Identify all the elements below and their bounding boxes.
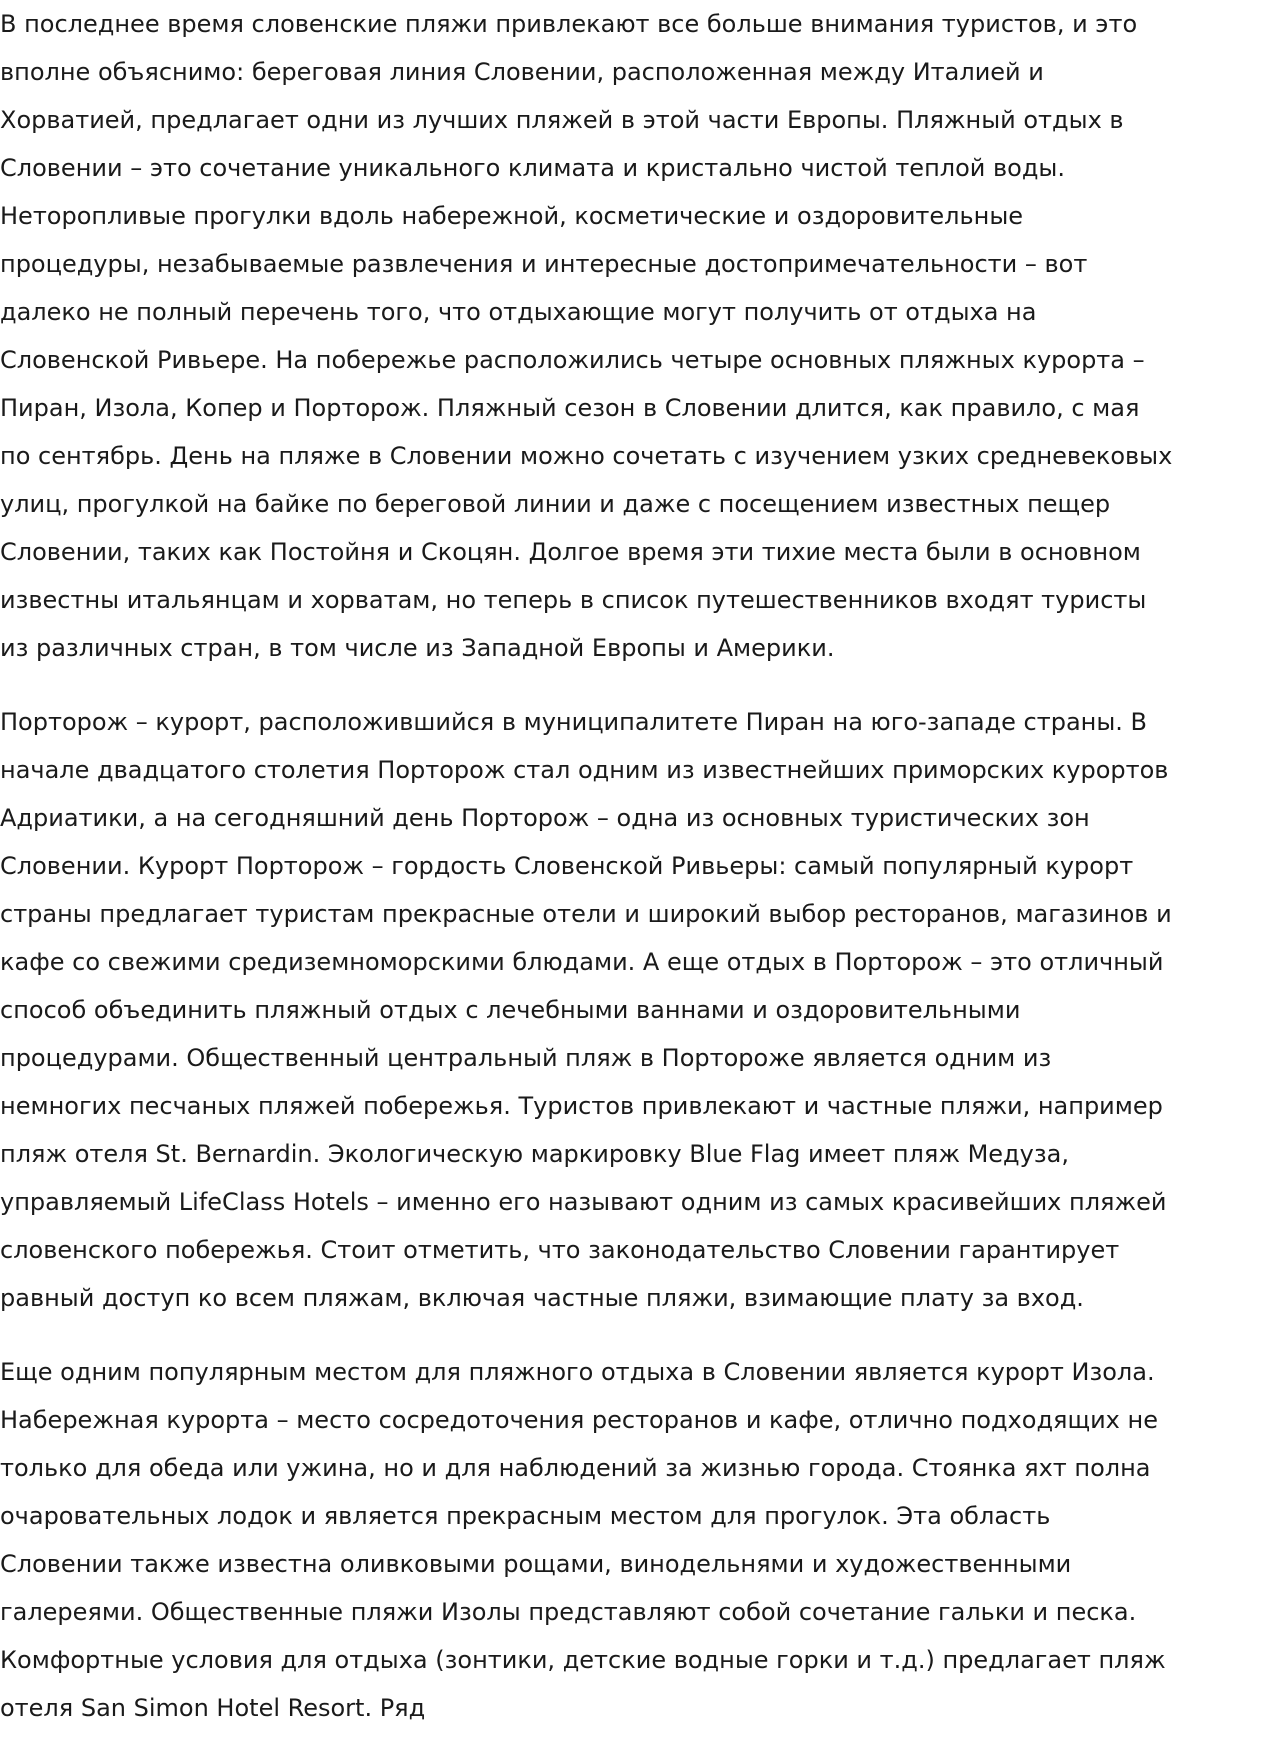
text-line: Неторопливые прогулки вдоль набережной, косметические и оздоровительные xyxy=(0,202,1024,230)
text-line: галереями. Общественные пляжи Изолы представляют собой сочетание гальки и песка. xyxy=(0,1598,1137,1626)
text-line: Хорватией, предлагает одни из лучших пляжей в этой части Европы. Пляжный отдых в xyxy=(0,106,1124,134)
text-line: Словении также известна оливковыми рощами, винодельнями и художественными xyxy=(0,1550,1072,1578)
text-line: Словенской Ривьере. На побережье расположились четыре основных пляжных курорта – xyxy=(0,346,1145,374)
text-line: страны предлагает туристам прекрасные отели и широкий выбор ресторанов, магазинов и xyxy=(0,900,1172,928)
text-line: улиц, прогулкой на байке по береговой линии и даже с посещением известных пещер xyxy=(0,490,1111,518)
text-line: Адриатики, а на сегодняшний день Порторож – одна из основных туристических зон xyxy=(0,804,1090,832)
text-line: Набережная курорта – место сосредоточения ресторанов и кафе, отлично подходящих не xyxy=(0,1406,1158,1434)
text-line: Пиран, Изола, Копер и Порторож. Пляжный сезон в Словении длится, как правило, с мая xyxy=(0,394,1140,422)
text-line: кафе со свежими средиземноморскими блюдами. А еще отдых в Порторож – это отличный xyxy=(0,948,1164,976)
text-line: вполне объяснимо: береговая линия Словении, расположенная между Италией и xyxy=(0,58,1044,86)
text-line: известны итальянцам и хорватам, но теперь в список путешественников входят туристы xyxy=(0,586,1147,614)
text-line: Порторож – курорт, расположившийся в муниципалитете Пиран на юго-западе страны. В xyxy=(0,708,1148,736)
text-line: Словении – это сочетание уникального климата и кристально чистой теплой воды. xyxy=(0,154,1066,182)
paragraph-izola xyxy=(0,1348,1270,1732)
text-line: процедурами. Общественный центральный пляж в Портороже является одним из xyxy=(0,1044,1052,1072)
text-line: по сентябрь. День на пляже в Словении можно сочетать с изучением узких средневековых xyxy=(0,442,1173,470)
text-line: пляж отеля St. Bernardin. Экологическую маркировку Blue Flag имеет пляж Медуза, xyxy=(0,1140,1069,1168)
text-line: Еще одним популярным местом для пляжного отдыха в Словении является курорт Изола. xyxy=(0,1358,1155,1386)
text-line: очаровательных лодок и является прекрасным местом для прогулок. Эта область xyxy=(0,1502,1051,1530)
text-line: немногих песчаных пляжей побережья. Туристов привлекают и частные пляжи, например xyxy=(0,1092,1163,1120)
paragraph-intro xyxy=(0,0,1270,672)
text-line: процедуры, незабываемые развлечения и интересные достопримечательности – вот xyxy=(0,250,1088,278)
text-line: Комфортные условия для отдыха (зонтики, детские водные горки и т.д.) предлагает пляж xyxy=(0,1646,1166,1674)
text-line: способ объединить пляжный отдых с лечебными ваннами и оздоровительными xyxy=(0,996,1021,1024)
text-line: В последнее время словенские пляжи привлекают все больше внимания туристов, и это xyxy=(0,10,1138,38)
text-line: отеля San Simon Hotel Resort. Ряд xyxy=(0,1694,426,1722)
text-line: Словении, таких как Постойня и Скоцян. Долгое время эти тихие места были в основном xyxy=(0,538,1141,566)
text-line: из различных стран, в том числе из Западной Европы и Америки. xyxy=(0,634,835,662)
text-line: далеко не полный перечень того, что отдыхающие могут получить от отдыха на xyxy=(0,298,1037,326)
text-line: словенского побережья. Стоит отметить, что законодательство Словении гарантирует xyxy=(0,1236,1120,1264)
text-line: управляемый LifeClass Hotels – именно его называют одним из самых красивейших пляжей xyxy=(0,1188,1167,1216)
paragraph-portoroz xyxy=(0,698,1270,1322)
text-line: Словении. Курорт Порторож – гордость Словенской Ривьеры: самый популярный курорт xyxy=(0,852,1134,880)
text-line: равный доступ ко всем пляжам, включая частные пляжи, взимающие плату за вход. xyxy=(0,1284,1084,1312)
text-line: только для обеда или ужина, но и для наблюдений за жизнью города. Стоянка яхт полна xyxy=(0,1454,1151,1482)
text-line: начале двадцатого столетия Порторож стал одним из известнейших приморских курортов xyxy=(0,756,1169,784)
